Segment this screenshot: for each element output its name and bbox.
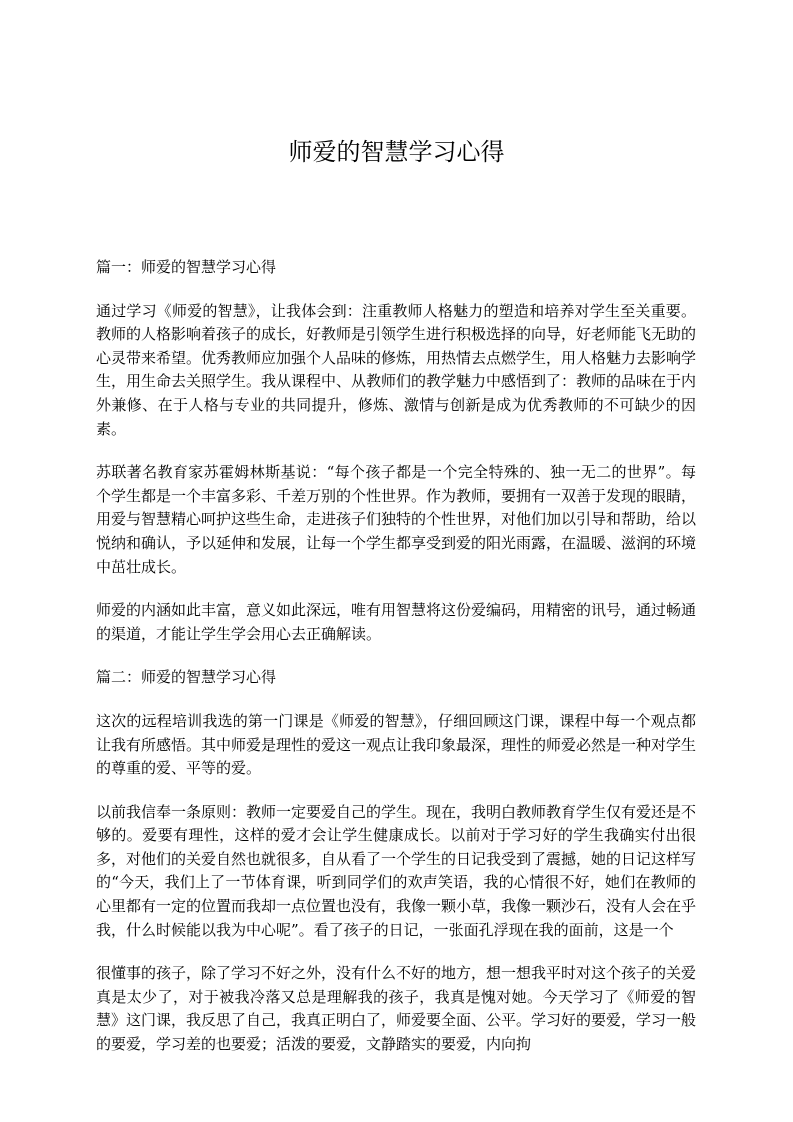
paragraph: 很懂事的孩子，除了学习不好之外，没有什么不好的地方，想一想我平时对这个孩子的关爱真是太少了，对于被我冷落又总是理解我的孩子，我真是愧对她。今天学习了《师爱的智慧》这门课，我反思了自己，我真正明白了，师爱要全面、公平。学习好的要爱，学习一般的要爱，学习差的也要爱；活泼的要爱，文静踏实的要爱，内向拘: [96, 964, 697, 1054]
section-heading: 篇二：师爱的智慧学习心得: [96, 668, 277, 687]
section-heading: 篇一：师爱的智慧学习心得: [96, 258, 277, 276]
paragraph: 以前我信奉一条原则：教师一定要爱自己的学生。现在，我明白教师教育学生仅有爱还是不够的。爱要有理性，这样的爱才会让学生健康成长。以前对于学习好的学生我确实付出很多，对他们的关爱自然也就很多，自从看了一个学生的日记我受到了震撼，她的日记这样写的“今天，我们上了一节体育课，听到同学们的欢声笑语，我的心情很不好，她们在教师的心里都有一定的位置而我却一点位置也没有，我像一颗小草，我像一颗沙石，没有人会在乎我，什么时候能以我为中心呢”。看了孩子的日记，一张面孔浮现在我的面前，这是一个: [96, 802, 697, 939]
paragraph: 师爱的内涵如此丰富，意义如此深远，唯有用智慧将这份爱编码，用精密的讯号，通过畅通的渠道，才能让学生学会用心去正确解读。: [96, 601, 697, 643]
paragraph: 通过学习《师爱的智慧》，让我体会到：注重教师人格魅力的塑造和培养对学生至关重要。教师的人格影响着孩子的成长，好教师是引领学生进行积极选择的向导，好老师能飞无助的心灵带来希望。优秀教师应加强个人品味的修炼，用热情去点燃学生，用人格魅力去影响学生，用生命去关照学生。我从课程中、从教师们的教学魅力中感悟到了：教师的品味在于内外兼修、在于人格与专业的共同提升，修炼、激情与创新是成为优秀教师的不可缺少的因素。: [96, 301, 697, 438]
paragraph: 苏联著名教育家苏霍姆林斯基说：“每个孩子都是一个完全特殊的、独一无二的世界”。每个学生都是一个丰富多彩、千差万别的个性世界。作为教师，要拥有一双善于发现的眼睛，用爱与智慧精心呵护这些生命，走进孩子们独特的个性世界，对他们加以引导和帮助，给以悦纳和确认，予以延伸和发展，让每一个学生都享受到爱的阳光雨露，在温暖、滋润的环境中茁壮成长。: [96, 463, 697, 576]
paragraph: 这次的远程培训我选的第一门课是《师爱的智慧》，仔细回顾这门课，课程中每一个观点都让我有所感悟。其中师爱是理性的爱这一观点让我印象最深，理性的师爱必然是一种对学生的尊重的爱、平等的爱。: [96, 711, 697, 778]
document-title: 师爱的智慧学习心得: [288, 138, 505, 166]
document-body: [96, 256, 696, 1077]
